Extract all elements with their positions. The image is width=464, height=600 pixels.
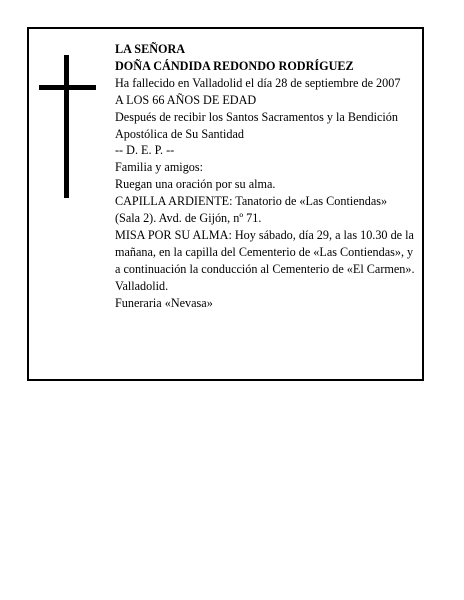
family-line: Familia y amigos: <box>115 160 204 175</box>
cross-vertical-bar <box>64 55 69 198</box>
funeral-home: Funeraria «Nevasa» <box>115 295 213 310</box>
cross-horizontal-bar <box>39 85 96 90</box>
mass-line: MISA POR SU ALMA: Hoy sábado, día 29, a las 10.30 de la mañana, en la capilla del Cementerio de «Las Contiendas», y a continuación la conducción al Cementerio de «El Carmen». Valladolid. <box>115 227 415 293</box>
obituary-notice <box>27 27 424 381</box>
deceased-name: DOÑA CÁNDIDA REDONDO RODRÍGUEZ <box>115 58 354 73</box>
notice-text <box>115 41 415 312</box>
chapel-line: CAPILLA ARDIENTE: Tanatorio de «Las Contiendas» (Sala 2). Avd. de Gijón, nº 71. <box>115 194 388 226</box>
death-statement: Ha fallecido en Valladolid el día 28 de septiembre de 2007 <box>115 75 401 90</box>
title-prefix: LA SEÑORA <box>115 42 186 56</box>
sacraments-line: Después de recibir los Santos Sacramentos y la Bendición Apostólica de Su Santidad <box>115 109 398 141</box>
prayer-request: Ruegan una oración por su alma. <box>115 177 276 192</box>
age-line: A LOS 66 AÑOS DE EDAD <box>115 92 257 107</box>
rip-line: -- D. E. P. -- <box>115 143 175 158</box>
